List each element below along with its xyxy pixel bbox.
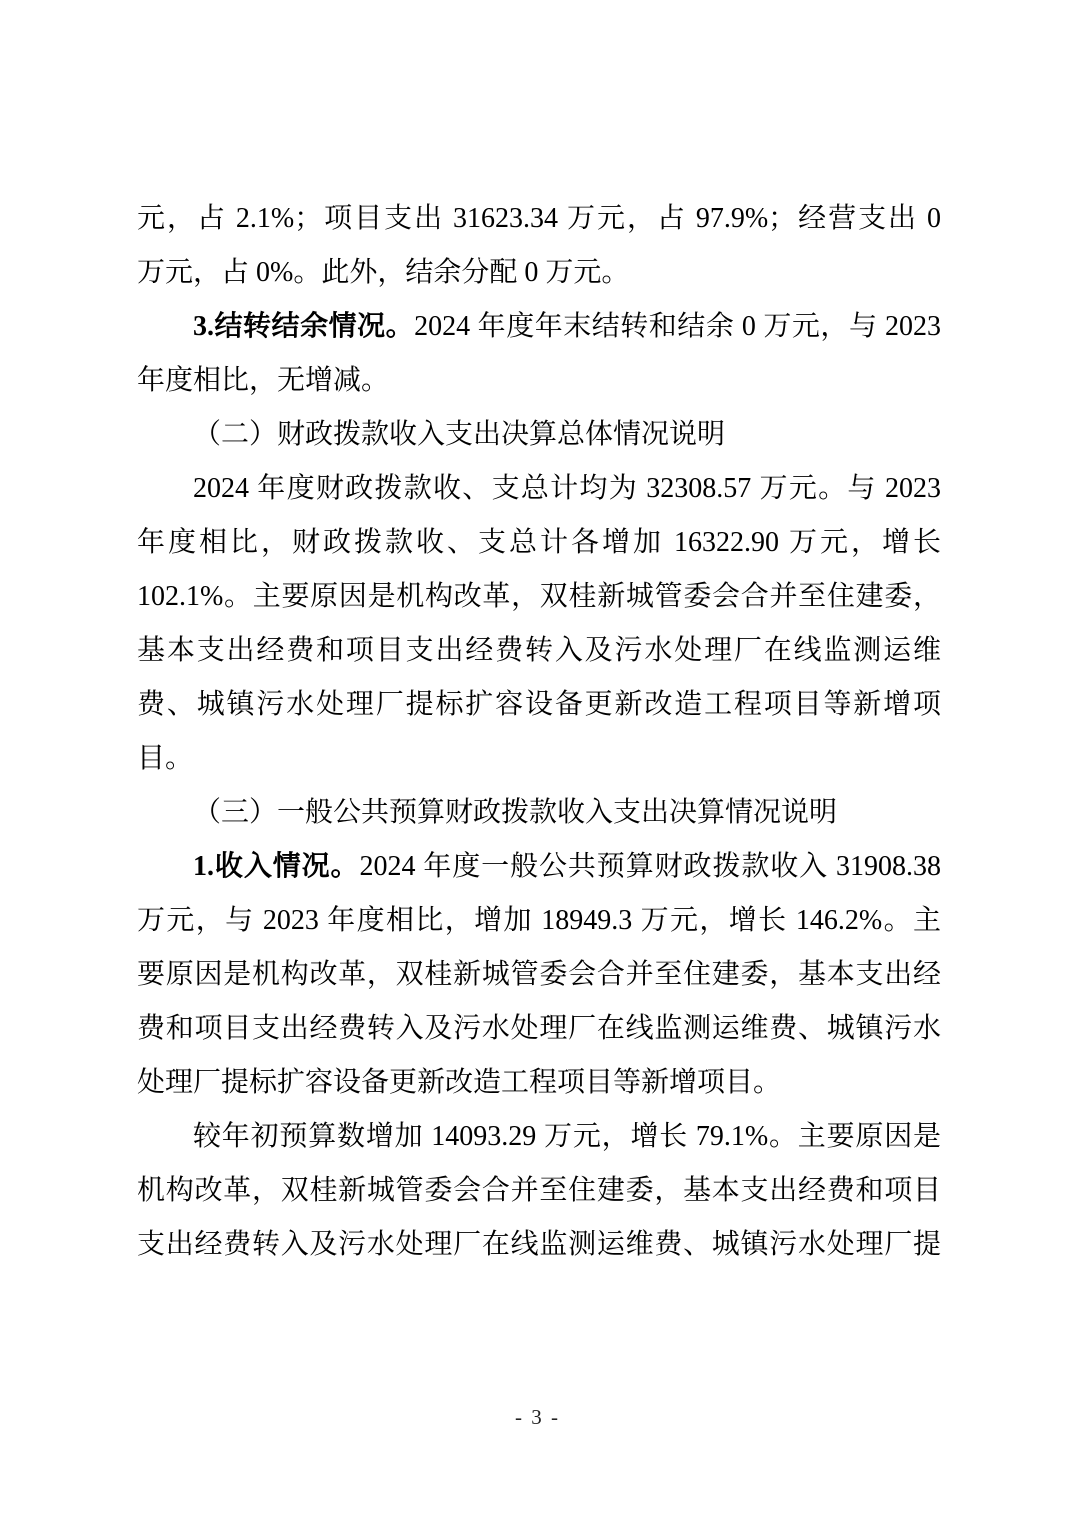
paragraph-text: 2024 年度年末结转和结余 0 万元，与 2023 [414,311,941,342]
paragraph-line: 费、城镇污水处理厂提标扩容设备更新改造工程项目等新增项 [137,689,941,720]
paragraph-line: 基本支出经费和项目支出经费转入及污水处理厂在线监测运维 [137,635,941,666]
section-heading-3: （三）一般公共预算财政拨款收入支出决算情况说明 [193,797,838,828]
paragraph-line: 处理厂提标扩容设备更新改造工程项目等新增项目。 [137,1067,782,1098]
paragraph-line: 费和项目支出经费转入及污水处理厂在线监测运维费、城镇污水 [137,1013,941,1044]
paragraph-line: 万元，与 2023 年度相比，增加 18949.3 万元，增长 146.2%。主 [137,905,941,936]
paragraph-line: 元，占 2.1%；项目支出 31623.34 万元，占 97.9%；经营支出 0 [137,203,941,234]
bold-lead: 1.收入情况。 [193,851,360,882]
bold-lead: 3.结转结余情况。 [193,311,415,342]
paragraph-text: 2024 年度一般公共预算财政拨款收入 31908.38 [359,851,941,882]
paragraph-line: 年度相比，财政拨款收、支总计各增加 16322.90 万元，增长 [137,527,941,558]
paragraph-line: 要原因是机构改革，双桂新城管委会合并至住建委，基本支出经 [137,959,941,990]
paragraph-line: 目。 [137,743,194,774]
paragraph-line [137,300,941,354]
paragraph-line: 机构改革，双桂新城管委会合并至住建委，基本支出经费和项目 [137,1175,941,1206]
page-number: - 3 - [515,1405,560,1429]
paragraph-line: 较年初预算数增加 14093.29 万元，增长 79.1%。主要原因是 [193,1121,941,1152]
paragraph-line [137,840,941,894]
paragraph-line: 年度相比，无增减。 [137,365,390,396]
paragraph-line: 支出经费转入及污水处理厂在线监测运维费、城镇污水处理厂提 [137,1229,941,1260]
paragraph-line: 102.1%。主要原因是机构改革，双桂新城管委会合并至住建委， [137,581,941,612]
section-heading-2: （二）财政拨款收入支出决算总体情况说明 [193,419,726,450]
document-body [137,192,941,1272]
paragraph-line: 万元，占 0%。此外，结余分配 0 万元。 [137,257,630,288]
paragraph-line: 2024 年度财政拨款收、支总计均为 32308.57 万元。与 2023 [193,473,941,504]
